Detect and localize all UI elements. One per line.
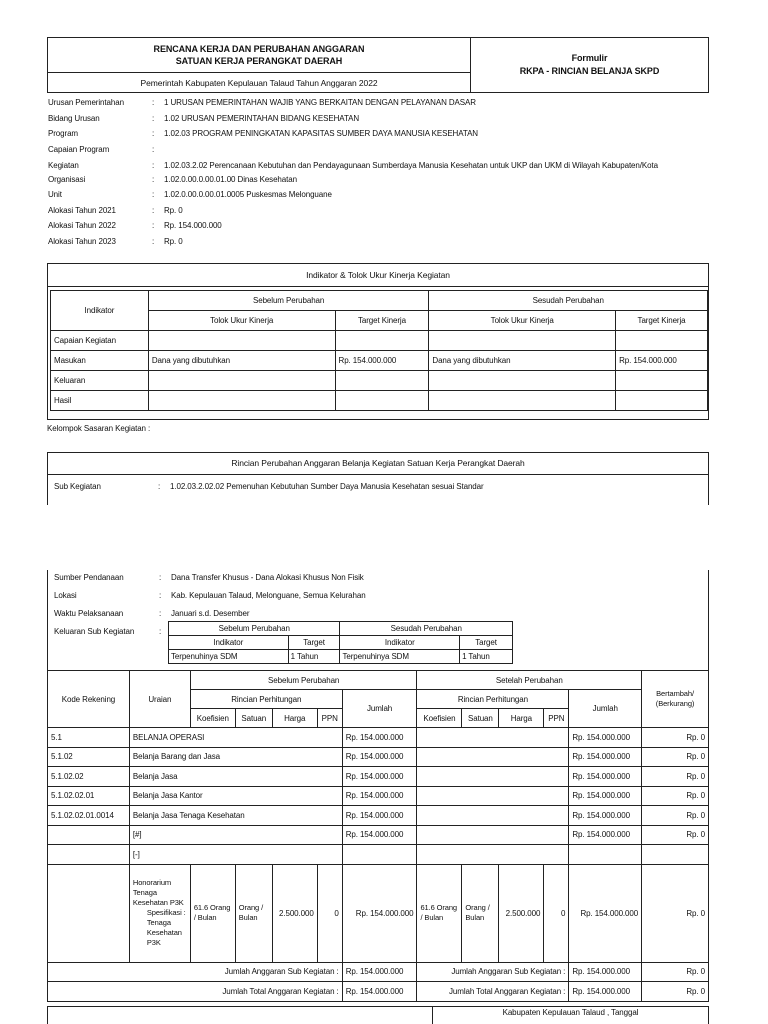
source-row bbox=[54, 573, 694, 583]
info-value: 1 URUSAN PEMERINTAHAN WAJIB YANG BERKAITAN DENGAN PELAYANAN DASAR bbox=[164, 98, 476, 107]
row-bertambah: Rp. 0 bbox=[642, 806, 709, 826]
keluaran-indikator-1: Indikator bbox=[169, 636, 289, 650]
info-row-bidang bbox=[48, 114, 708, 124]
total-kegiatan-after: Rp. 154.000.000 bbox=[569, 982, 642, 1002]
col-target-2: Target Kinerja bbox=[616, 311, 708, 331]
col-satuan-1: Satuan bbox=[235, 709, 272, 728]
row-uraian: Belanja Jasa Tenaga Kesehatan bbox=[129, 806, 342, 826]
detail-uraian-spec: Spesifikasi : Tenaga Kesehatan P3K bbox=[146, 908, 186, 947]
col-tolok-2: Tolok Ukur Kinerja bbox=[429, 311, 616, 331]
info-row-program bbox=[48, 129, 708, 139]
info-row-kegiatan bbox=[48, 161, 708, 171]
total-sub-row bbox=[48, 962, 709, 982]
table-row bbox=[48, 845, 709, 865]
row-uraian: Belanja Barang dan Jasa bbox=[129, 747, 342, 767]
col-harga-2: Harga bbox=[499, 709, 544, 728]
info-value: 1.02.03.2.02 Perencanaan Kebutuhan dan Pendayagunaan Sumberdaya Manusia Kesehatan untuk UKP dan UKM di Wilayah Kabupaten/Kota bbox=[164, 160, 658, 170]
total-sub-label: Jumlah Anggaran Sub Kegiatan : bbox=[48, 962, 343, 982]
info-colon: : bbox=[152, 113, 155, 123]
indicator-box bbox=[47, 287, 709, 420]
title-line-1: RENCANA KERJA DAN PERUBAHAN ANGGARAN bbox=[153, 44, 365, 54]
table-row bbox=[48, 786, 709, 806]
detail-koefisien-before: 61.6 Orang / Bulan bbox=[190, 864, 235, 962]
row-uraian: [-] bbox=[129, 845, 342, 865]
row-empty bbox=[417, 825, 569, 845]
indicator-tolok-before: Dana yang dibutuhkan bbox=[148, 351, 335, 371]
keluaran-indikator-2: Indikator bbox=[340, 636, 460, 650]
detail-jumlah-before: Rp. 154.000.000 bbox=[342, 864, 417, 962]
row-jumlah-after: Rp. 154.000.000 bbox=[569, 825, 642, 845]
indicator-row bbox=[51, 371, 708, 391]
detail-harga-after: 2.500.000 bbox=[499, 864, 544, 962]
detail-jumlah-after: Rp. 154.000.000 bbox=[569, 864, 642, 962]
info-colon: : bbox=[152, 144, 155, 154]
indicator-tolok-after: Dana yang dibutuhkan bbox=[429, 351, 616, 371]
row-kode bbox=[48, 845, 130, 865]
row-jumlah-after: Rp. 154.000.000 bbox=[569, 728, 642, 748]
detail-satuan-before: Orang / Bulan bbox=[235, 864, 272, 962]
source-value: Kab. Kepulauan Talaud, Melonguane, Semua Kelurahan bbox=[171, 591, 366, 600]
total-sub-before: Rp. 154.000.000 bbox=[342, 962, 417, 982]
rincian-box bbox=[47, 475, 709, 505]
col-sebelum: Sebelum Perubahan bbox=[190, 671, 417, 690]
source-row bbox=[54, 591, 694, 601]
indicator-row bbox=[51, 331, 708, 351]
row-bertambah: Rp. 0 bbox=[642, 767, 709, 787]
info-label: Alokasi Tahun 2023 bbox=[48, 236, 116, 246]
info-label: Alokasi Tahun 2021 bbox=[48, 205, 116, 215]
info-value: 1.02.03 PROGRAM PENINGKATAN KAPASITAS SUMBER DAYA MANUSIA KESEHATAN bbox=[164, 129, 478, 138]
info-label: Program bbox=[48, 129, 78, 138]
source-label: Sumber Pendanaan bbox=[54, 573, 124, 582]
indicator-target-before bbox=[335, 371, 429, 391]
col-target-1: Target Kinerja bbox=[335, 311, 429, 331]
row-jumlah-after: Rp. 154.000.000 bbox=[569, 806, 642, 826]
row-empty bbox=[417, 767, 569, 787]
keluaran-target-2: Target bbox=[460, 636, 513, 650]
info-colon: : bbox=[152, 190, 155, 199]
col-koefisien-1: Koefisien bbox=[190, 709, 235, 728]
indicator-table bbox=[50, 290, 708, 411]
title-line-2: SATUAN KERJA PERANGKAT DAERAH bbox=[175, 56, 343, 66]
row-kode: 5.1.02.02.01 bbox=[48, 786, 130, 806]
table-row bbox=[48, 825, 709, 845]
info-colon: : bbox=[152, 174, 155, 184]
info-label: Kegiatan bbox=[48, 160, 79, 170]
keluaran-target-1: Target bbox=[288, 636, 340, 650]
row-uraian: Belanja Jasa bbox=[129, 767, 342, 787]
detail-harga-before: 2.500.000 bbox=[272, 864, 317, 962]
info-colon: : bbox=[152, 236, 155, 246]
indicator-tolok-before bbox=[148, 331, 335, 351]
row-empty bbox=[417, 786, 569, 806]
indicator-target-after bbox=[616, 391, 708, 411]
info-label: Unit bbox=[48, 190, 62, 199]
header-left bbox=[48, 38, 471, 92]
source-label: Keluaran Sub Kegiatan bbox=[54, 627, 135, 636]
row-empty bbox=[417, 845, 569, 865]
indicator-name: Capaian Kegiatan bbox=[51, 331, 149, 351]
form-code: RKPA - RINCIAN BELANJA SKPD bbox=[519, 66, 660, 76]
row-jumlah-after bbox=[569, 845, 642, 865]
info-value bbox=[164, 145, 708, 155]
col-jumlah-1: Jumlah bbox=[342, 690, 417, 728]
col-tolok-1: Tolok Ukur Kinerja bbox=[148, 311, 335, 331]
row-uraian: BELANJA OPERASI bbox=[129, 728, 342, 748]
row-bertambah: Rp. 0 bbox=[642, 786, 709, 806]
row-kode: 5.1.02.02 bbox=[48, 767, 130, 787]
row-jumlah-after: Rp. 154.000.000 bbox=[569, 767, 642, 787]
source-colon: : bbox=[159, 627, 162, 636]
row-jumlah-before bbox=[342, 845, 417, 865]
indicator-target-after: Rp. 154.000.000 bbox=[616, 351, 708, 371]
col-rincian-1: Rincian Perhitungan bbox=[190, 690, 342, 709]
sub-kegiatan-details bbox=[47, 570, 709, 670]
source-colon: : bbox=[159, 591, 162, 600]
info-row-alokasi-2021 bbox=[48, 206, 708, 216]
indicator-tolok-after bbox=[429, 331, 616, 351]
row-jumlah-before: Rp. 154.000.000 bbox=[342, 786, 417, 806]
total-kegiatan-label: Jumlah Total Anggaran Kegiatan : bbox=[48, 982, 343, 1002]
info-colon: : bbox=[152, 98, 155, 107]
row-empty bbox=[417, 806, 569, 826]
row-uraian: Belanja Jasa Kantor bbox=[129, 786, 342, 806]
row-jumlah-after: Rp. 154.000.000 bbox=[569, 747, 642, 767]
col-sesudah: Sesudah Perubahan bbox=[429, 291, 708, 311]
col-ppn-2: PPN bbox=[544, 709, 569, 728]
indicator-name: Hasil bbox=[51, 391, 149, 411]
indicator-target-before bbox=[335, 331, 429, 351]
signature-box bbox=[47, 1006, 709, 1024]
col-bertambah: Bertambah/ (Berkurang) bbox=[642, 671, 709, 728]
col-sebelum: Sebelum Perubahan bbox=[148, 291, 429, 311]
info-label: Bidang Urusan bbox=[48, 113, 100, 123]
form-label: Formulir bbox=[571, 53, 608, 63]
info-value: Rp. 0 bbox=[164, 236, 183, 246]
total-sub-after: Rp. 154.000.000 bbox=[569, 962, 642, 982]
indicator-row bbox=[51, 391, 708, 411]
total-kegiatan-row bbox=[48, 982, 709, 1002]
total-kegiatan-bertambah: Rp. 0 bbox=[642, 982, 709, 1002]
detail-ppn-before: 0 bbox=[317, 864, 342, 962]
info-value: 1.02.0.00.0.00.01.0005 Puskesmas Melonguane bbox=[164, 190, 332, 199]
info-label: Urusan Pemerintahan bbox=[48, 98, 124, 107]
info-row-urusan bbox=[48, 98, 708, 108]
col-ppn-1: PPN bbox=[317, 709, 342, 728]
keluaran-sebelum: Sebelum Perubahan bbox=[169, 622, 340, 636]
col-satuan-2: Satuan bbox=[462, 709, 499, 728]
detail-kode-empty bbox=[48, 864, 130, 962]
info-row-alokasi-2022 bbox=[48, 221, 708, 231]
indicator-tolok-after bbox=[429, 391, 616, 411]
indicator-tolok-before bbox=[148, 391, 335, 411]
col-jumlah-2: Jumlah bbox=[569, 690, 642, 728]
table-row bbox=[48, 728, 709, 748]
row-jumlah-before: Rp. 154.000.000 bbox=[342, 767, 417, 787]
table-row bbox=[48, 806, 709, 826]
keluaran-sesudah: Sesudah Perubahan bbox=[340, 622, 513, 636]
detail-koefisien-after: 61.6 Orang / Bulan bbox=[417, 864, 462, 962]
row-jumlah-before: Rp. 154.000.000 bbox=[342, 747, 417, 767]
source-colon: : bbox=[159, 609, 162, 618]
row-uraian: [#] bbox=[129, 825, 342, 845]
info-row-capaian bbox=[48, 145, 708, 155]
col-kode: Kode Rekening bbox=[48, 671, 130, 728]
sub-kegiatan-label: Sub Kegiatan bbox=[54, 482, 101, 491]
indicator-name: Keluaran bbox=[51, 371, 149, 391]
row-kode: 5.1.02 bbox=[48, 747, 130, 767]
indicator-tolok-before bbox=[148, 371, 335, 391]
info-colon: : bbox=[152, 160, 155, 170]
info-colon: : bbox=[152, 205, 155, 215]
total-kegiatan-before: Rp. 154.000.000 bbox=[342, 982, 417, 1002]
indicator-name: Masukan bbox=[51, 351, 149, 371]
detail-satuan-after: Orang / Bulan bbox=[462, 864, 499, 962]
info-row-unit bbox=[48, 190, 708, 200]
row-kode bbox=[48, 825, 130, 845]
col-rincian-2: Rincian Perhitungan bbox=[417, 690, 569, 709]
row-empty bbox=[417, 747, 569, 767]
signature-place-date: Kabupaten Kepulauan Talaud , Tanggal bbox=[432, 1007, 708, 1024]
indicator-tolok-after bbox=[429, 371, 616, 391]
keluaran-ind-value-1: Terpenuhinya SDM bbox=[169, 650, 289, 664]
indicator-target-before bbox=[335, 391, 429, 411]
source-colon: : bbox=[159, 573, 162, 582]
row-jumlah-after: Rp. 154.000.000 bbox=[569, 786, 642, 806]
table-row bbox=[48, 747, 709, 767]
info-row-alokasi-2023 bbox=[48, 237, 708, 247]
keluaran-ind-value-2: Terpenuhinya SDM bbox=[340, 650, 460, 664]
detail-bertambah: Rp. 0 bbox=[642, 864, 709, 962]
document-subtitle: Pemerintah Kabupaten Kepulauan Talaud Tahun Anggaran 2022 bbox=[48, 72, 470, 92]
detail-ppn-after: 0 bbox=[544, 864, 569, 962]
sub-kegiatan-value: 1.02.03.2.02.02 Pemenuhan Kebutuhan Sumber Daya Manusia Kesehatan sesuai Standar bbox=[170, 482, 484, 491]
detail-row bbox=[48, 864, 709, 962]
keluaran-table bbox=[168, 621, 513, 664]
row-bertambah bbox=[642, 845, 709, 865]
info-colon: : bbox=[152, 221, 155, 230]
kelompok-sasaran: Kelompok Sasaran Kegiatan : bbox=[47, 424, 151, 433]
source-row bbox=[54, 609, 694, 619]
rincian-heading: Rincian Perubahan Anggaran Belanja Kegiatan Satuan Kerja Perangkat Daerah bbox=[47, 452, 709, 475]
row-bertambah: Rp. 0 bbox=[642, 747, 709, 767]
source-value: Dana Transfer Khusus - Dana Alokasi Khusus Non Fisik bbox=[171, 573, 364, 582]
table-row bbox=[48, 767, 709, 787]
indicator-heading: Indikator & Tolok Ukur Kinerja Kegiatan bbox=[47, 263, 709, 287]
row-bertambah: Rp. 0 bbox=[642, 728, 709, 748]
form-identifier bbox=[471, 52, 708, 78]
info-value: Rp. 0 bbox=[164, 205, 183, 215]
total-sub-bertambah: Rp. 0 bbox=[642, 962, 709, 982]
row-kode: 5.1 bbox=[48, 728, 130, 748]
budget-table bbox=[47, 670, 709, 1002]
program-info bbox=[48, 98, 708, 252]
row-jumlah-before: Rp. 154.000.000 bbox=[342, 806, 417, 826]
keluaran-tgt-value-2: 1 Tahun bbox=[460, 650, 513, 664]
indicator-row bbox=[51, 351, 708, 371]
sub-kegiatan-row bbox=[54, 482, 484, 491]
col-harga-1: Harga bbox=[272, 709, 317, 728]
keluaran-tgt-value-1: 1 Tahun bbox=[288, 650, 340, 664]
source-label: Lokasi bbox=[54, 591, 77, 600]
indicator-target-before: Rp. 154.000.000 bbox=[335, 351, 429, 371]
row-kode: 5.1.02.02.01.0014 bbox=[48, 806, 130, 826]
indicator-target-after bbox=[616, 331, 708, 351]
detail-uraian bbox=[129, 864, 190, 962]
col-uraian: Uraian bbox=[129, 671, 190, 728]
source-label: Waktu Pelaksanaan bbox=[54, 609, 124, 618]
row-jumlah-before: Rp. 154.000.000 bbox=[342, 728, 417, 748]
document-title bbox=[48, 43, 470, 67]
info-label: Alokasi Tahun 2022 bbox=[48, 221, 116, 230]
col-koefisien-2: Koefisien bbox=[417, 709, 462, 728]
source-value: Januari s.d. Desember bbox=[171, 609, 250, 618]
sub-kegiatan-colon: : bbox=[158, 482, 161, 491]
info-label: Organisasi bbox=[48, 174, 86, 184]
col-indikator: Indikator bbox=[51, 291, 149, 331]
total-sub-label-2: Jumlah Anggaran Sub Kegiatan : bbox=[417, 962, 569, 982]
info-value: 1.02 URUSAN PEMERINTAHAN BIDANG KESEHATAN bbox=[164, 113, 360, 123]
info-value: 1.02.0.00.0.00.01.00 Dinas Kesehatan bbox=[164, 174, 297, 184]
row-bertambah: Rp. 0 bbox=[642, 825, 709, 845]
info-row-organisasi bbox=[48, 175, 708, 185]
info-label: Capaian Program bbox=[48, 144, 110, 154]
row-empty bbox=[417, 728, 569, 748]
indicator-target-after bbox=[616, 371, 708, 391]
info-value: Rp. 154.000.000 bbox=[164, 221, 222, 230]
row-jumlah-before: Rp. 154.000.000 bbox=[342, 825, 417, 845]
info-colon: : bbox=[152, 129, 155, 138]
total-kegiatan-label-2: Jumlah Total Anggaran Kegiatan : bbox=[417, 982, 569, 1002]
col-setelah: Setelah Perubahan bbox=[417, 671, 642, 690]
form-header bbox=[47, 37, 709, 93]
detail-uraian-title: Honorarium Tenaga Kesehatan P3K bbox=[132, 878, 184, 907]
